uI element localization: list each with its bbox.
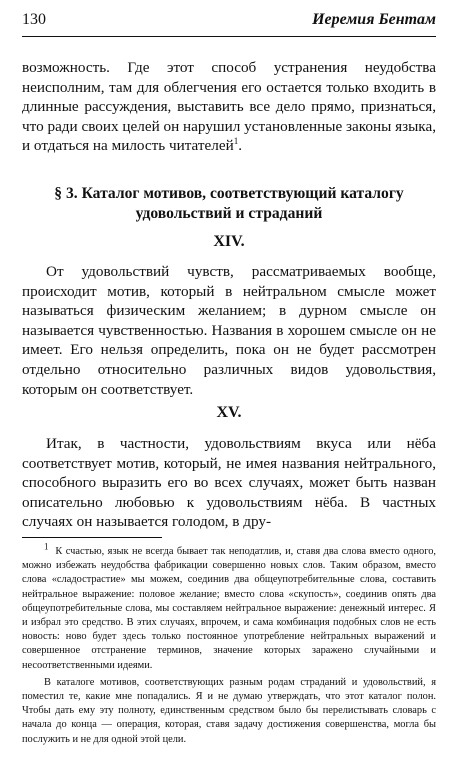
section-heading: § 3. Каталог мотивов, соответствующий каталогу удовольствий и страданий [54, 185, 404, 222]
paragraph-xv [22, 434, 436, 532]
section-number-xv: XV. [216, 404, 242, 421]
paragraph-continuation [22, 58, 436, 156]
section-number-xiv: XIV. [213, 233, 245, 250]
paragraph-text: Итак, в частности, удовольствиям вкуса или нёба соответствует мотив, который, не имея названия нейтрального, способного выразить его во всех случаях, может быть назван описательно любовью к удовольствиям нёба. В частных случаях он называется голодом, в дру- [22, 435, 436, 531]
page-header [22, 8, 436, 32]
footnote-ref: 1 [233, 136, 239, 147]
footnote-1-continuation: В каталоге мотивов, соответствующих разным родам страданий и удовольствий, я поместил те, какие мне попадались. Я и не думаю утверждать, что этот каталог полон. Чтобы дать ему эту полноту, единственным средством было бы перелистывать словарь с начала до конца — операция, которая, ставя задачу достижения совершенства, могла бы послужить и не для одной этой цели. [22, 676, 436, 745]
paragraph-end: . [238, 137, 243, 155]
footnote-text: К счастью, язык не всегда бывает так неподатлив, и, ставя два слова вместо одного, можно избежать неудобства фабрикации совершенно новых слов. Таким образом, вместо слова «сладострастие» мы можем, соединив два общеупотребительные слова, составить нейтральное выражение: половое желание; вместо слова «скупость», соединив опять два общеупотребительные слова, мы составляем нейтральное выражение: денежный интерес. Я и избрал это средство. В этих случаях, впрочем, и сама комбинация подобных слов не есть новость: ново будет здесь только постоянное употребление нейтральных выражений и совершенное отстранение терминов, значение которых заражено случайными и несоответственными идеями. [22, 546, 437, 671]
footnote-rule [22, 537, 162, 538]
page-number: 130 [22, 11, 46, 28]
footnotes [22, 541, 437, 747]
running-title: Иеремия Бентам [312, 11, 436, 28]
footnote-1 [22, 541, 437, 673]
paragraph-xiv [22, 262, 436, 399]
header-rule [22, 36, 436, 37]
paragraph-text: возможность. Где этот способ устранения неудобства неисполним, там для облегчения его остается только входить в длинные рассуждения, выставить все дело прямо, признаться, что ради своих целей он нарушил установленные законы языка, и отдаться на милость читателей [22, 59, 436, 155]
footnote-marker: 1 [44, 541, 49, 552]
paragraph-text: От удовольствий чувств, рассматриваемых вообще, происходит мотив, который в нейтральном смысле может называться физическим желанием; в дурном смысле он называется чувственностью. Названия в хорошем смысле он не имеет. Его нельзя определить, пока он не будет рассмотрен отдельно относительно различных видов удовольствия, которым он соответствует. [22, 263, 436, 398]
